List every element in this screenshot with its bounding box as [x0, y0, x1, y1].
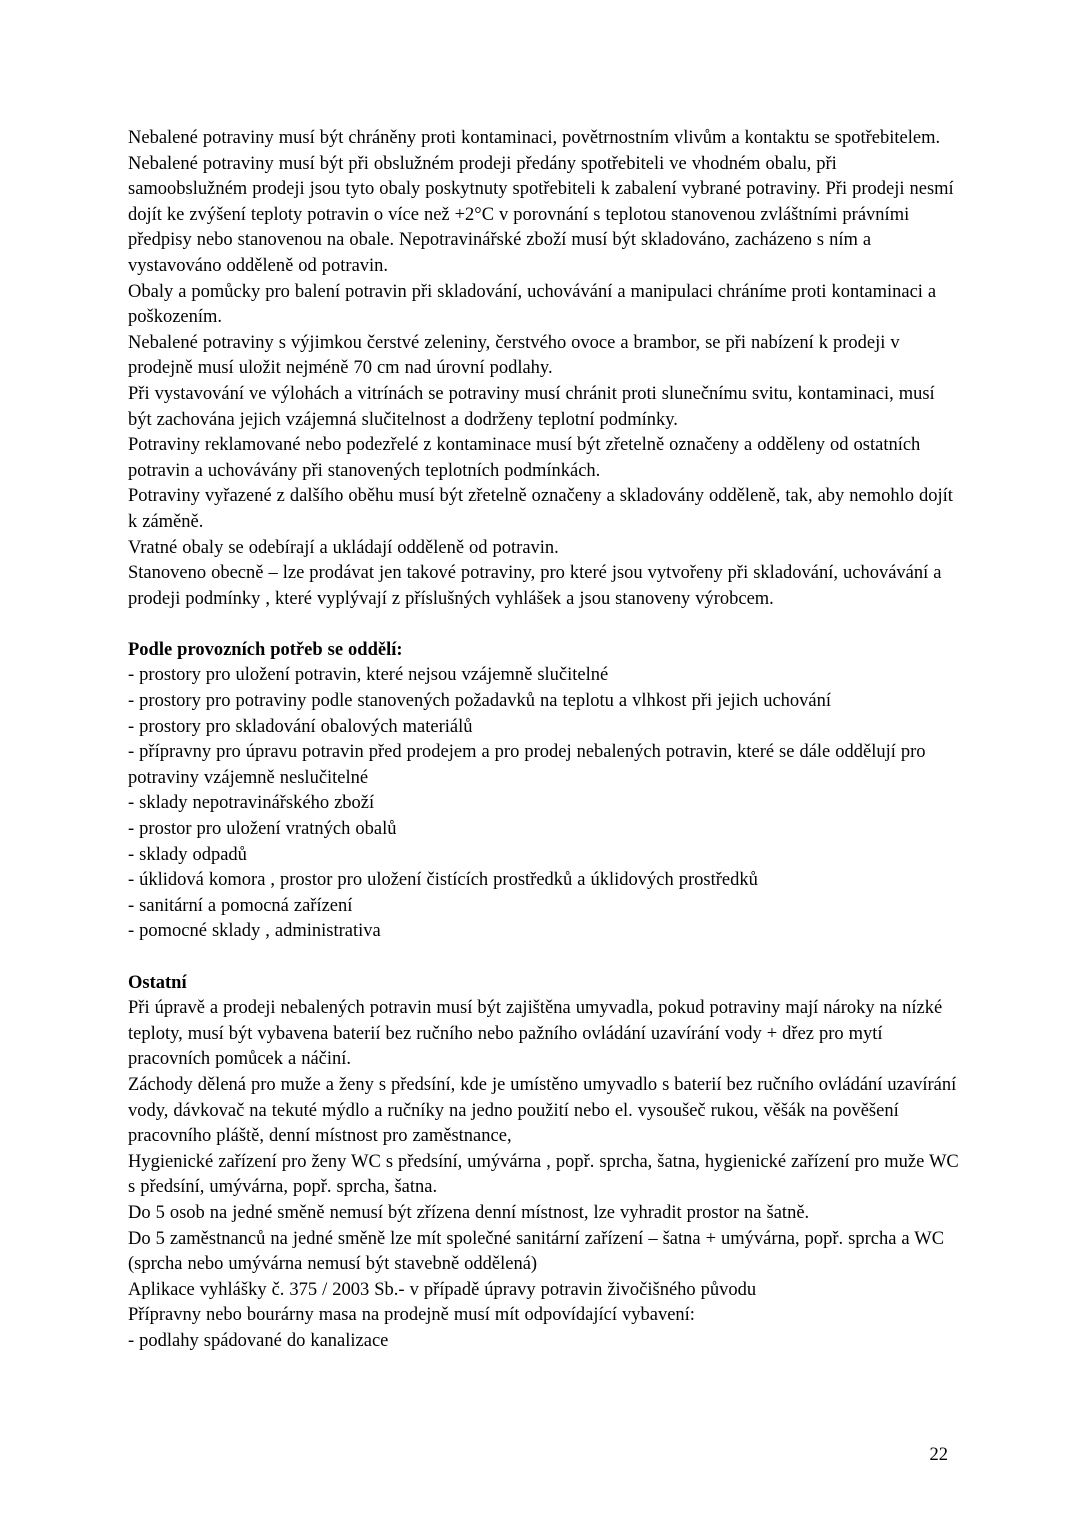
paragraph: Nebalené potraviny musí být chráněny proti kontaminaci, povětrnostním vlivům a kontaktu se spotřebitelem. Nebalené potraviny musí být při obslužném prodeji předány spotřebiteli ve vhodném obalu, při samoobslužném prodeji jsou tyto obaly poskytnuty spotřebiteli k zabalení vybrané potraviny. Při prodeji nesmí dojít ke zvýšení teploty potravin o více než +2°C v porovnání s teplotou stanovenou zvláštními právními předpisy nebo stanovenou na obale. Nepotravinářské zboží musí být skladováno, zacházeno s ním a vystavováno odděleně od potravin. — [128, 128, 954, 276]
list-item: - pomocné sklady , administrativa — [128, 921, 381, 942]
paragraph: Záchody dělená pro muže a ženy s předsíní, kde je umístěno umyvadlo s baterií bez ručního ovládání uzavírání vody, dávkovač na tekuté mýdlo a ručníky na jedno použití nebo el. vysoušeč rukou, věšák na pověšení pracovního pláště, denní místnost pro zaměstnance, — [128, 1074, 957, 1147]
paragraph: Stanoveno obecně – lze prodávat jen takové potraviny, pro které jsou vytvořeny při skladování, uchovávání a prodeji podmínky , které vyplývají z příslušných vyhlášek a jsou stanoveny výrobcem. — [128, 563, 942, 609]
paragraph: Vratné obaly se odebírají a ukládají odděleně od potravin. — [128, 537, 559, 558]
paragraph: Při vystavování ve výlohách a vitrínách se potraviny musí chránit proti slunečnímu svitu, kontaminaci, musí být zachována jejich vzájemná slučitelnost a dodrženy teplotní podmínky. — [128, 383, 935, 430]
paragraph: Aplikace vyhlášky č. 375 / 2003 Sb.- v případě úpravy potravin živočišného původu — [128, 1279, 757, 1300]
list-item: - prostory pro uložení potravin, které nejsou vzájemně slučitelné — [128, 665, 609, 686]
list-item: - přípravny pro úpravu potravin před prodejem a pro prodej nebalených potravin, které se dále oddělují pro potraviny vzájemně neslučitelné — [128, 742, 926, 788]
section-heading: Podle provozních potřeb se oddělí: — [128, 639, 403, 660]
paragraph: Obaly a pomůcky pro balení potravin při skladování, uchovávání a manipulaci chráníme proti kontaminaci a poškozením. — [128, 281, 937, 328]
list-item: - sklady odpadů — [128, 844, 247, 865]
list-item: - úklidová komora , prostor pro uložení čistících prostředků a úklidových prostředků — [128, 870, 758, 891]
list-item: - sklady nepotravinářského zboží — [128, 793, 375, 814]
page-number: 22 — [929, 1445, 948, 1466]
paragraph: Nebalené potraviny s výjimkou čerstvé zeleniny, čerstvého ovoce a brambor, se při nabízení k prodeji v prodejně musí uložit nejméně 70 cm nad úrovní podlahy. — [128, 332, 900, 379]
paragraph: Přípravny nebo bourárny masa na prodejně musí mít odpovídající vybavení: — [128, 1305, 695, 1326]
list-item: - prostor pro uložení vratných obalů — [128, 819, 397, 840]
list-item: - podlahy spádované do kanalizace — [128, 1330, 389, 1351]
paragraph: Potraviny vyřazené z dalšího oběhu musí být zřetelně označeny a skladovány odděleně, tak, aby nemohlo dojít k záměně. — [128, 486, 953, 532]
paragraph: Do 5 zaměstnanců na jedné směně lze mít společné sanitární zařízení – šatna + umývárna, popř. sprcha a WC (sprcha nebo umývárna nemusí být stavebně oddělená) — [128, 1228, 945, 1275]
list-item: - prostory pro skladování obalových materiálů — [128, 716, 473, 737]
paragraph: Potraviny reklamované nebo podezřelé z kontaminace musí být zřetelně označeny a odděleny od ostatních potravin a uchovávány při stanovených teplotních podmínkách. — [128, 435, 921, 481]
section-heading: Ostatní — [128, 972, 187, 993]
paragraph: Do 5 osob na jedné směně nemusí být zřízena denní místnost, lze vyhradit prostor na šatně. — [128, 1202, 810, 1223]
paragraph: Hygienické zařízení pro ženy WC s předsíní, umývárna , popř. sprcha, šatna, hygienické zařízení pro muže WC s předsíní, umývárna, popř. sprcha, šatna. — [128, 1151, 959, 1198]
document-body — [128, 126, 960, 1355]
list-item: - sanitární a pomocná zařízení — [128, 895, 353, 916]
paragraph: Při úpravě a prodeji nebalených potravin musí být zajištěna umyvadla, pokud potraviny mají nároky na nízké teploty, musí být vybavena baterií bez ručního nebo pažního ovládání uzavírání vody + dřez pro mytí pracovních pomůcek a náčiní. — [128, 998, 943, 1070]
list-item: - prostory pro potraviny podle stanovených požadavků na teplotu a vlhkost při jejich uchování — [128, 691, 832, 712]
